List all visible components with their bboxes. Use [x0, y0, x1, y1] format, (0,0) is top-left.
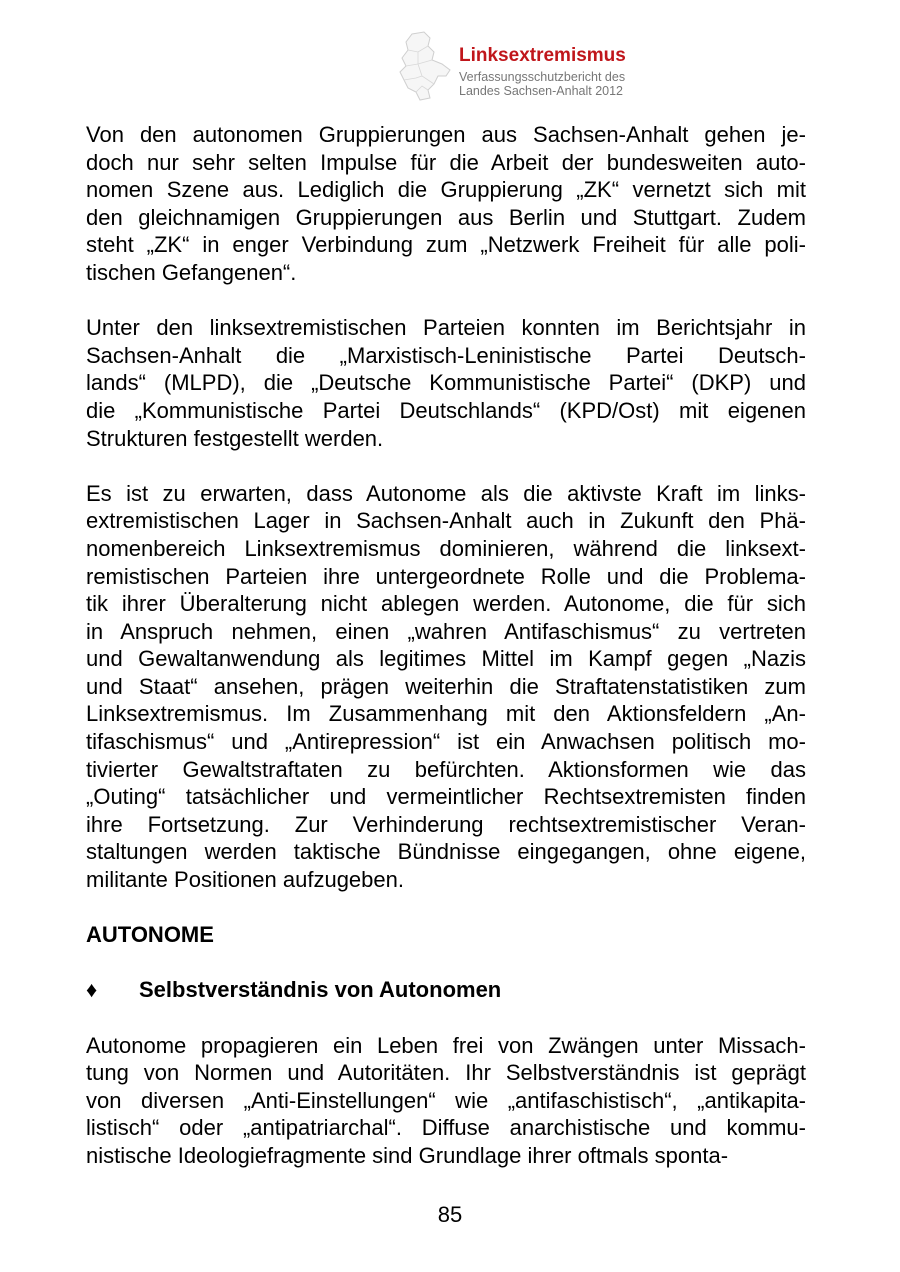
text-line: nomenbereich Linksextremismus dominieren, während die linksext- [86, 535, 806, 561]
page-number: 85 [437, 1202, 463, 1227]
text-line: tivierter Gewaltstraftaten zu befürchten. Aktionsformen wie das [86, 756, 806, 782]
text-line: und Gewaltanwendung als legitimes Mittel im Kampf gegen „Nazis [86, 646, 806, 672]
header-subtitle-line1: Verfassungsschutzbericht des [459, 70, 626, 84]
text-line: in Anspruch nehmen, einen „wahren Antifaschismus“ zu vertreten [86, 618, 806, 644]
text-line: tik ihrer Überalterung nicht ablegen werden. Autonome, die für sich [86, 591, 806, 617]
text-line: und Staat“ ansehen, prägen weiterhin die Straftatenstatistiken zum [86, 673, 806, 699]
diamond-bullet-icon: ♦ [86, 977, 98, 1003]
text-line: staltungen werden taktische Bündnisse eingegangen, ohne eigene, [86, 839, 806, 865]
text-line: ihre Fortsetzung. Zur Verhinderung rechtsextremistischer Veran- [86, 811, 806, 837]
header-title: Linksextremismus [459, 45, 626, 66]
text-line: tischen Gefangenen“. [86, 259, 297, 285]
saxony-anhalt-map-logo [398, 30, 454, 102]
text-line: lands“ (MLPD), die „Deutsche Kommunistische Partei“ (DKP) und [86, 370, 806, 396]
text-line: steht „ZK“ in enger Verbindung zum „Netzwerk Freiheit für alle poli- [86, 232, 806, 258]
text-line: Unter den linksextremistischen Parteien konnten im Berichtsjahr in [86, 315, 806, 341]
text-line: nistische Ideologiefragmente sind Grundlage ihrer oftmals sponta- [86, 1142, 729, 1168]
text-line: die „Kommunistische Partei Deutschlands“ (KPD/Ost) mit eigenen [86, 397, 806, 423]
text-line: remistischen Parteien ihre untergeordnete Rolle und die Problema- [86, 563, 806, 589]
section-heading: AUTONOME [86, 922, 214, 948]
subsection-heading [86, 976, 806, 1004]
text-line: Autonome propagieren ein Leben frei von Zwängen unter Missach- [86, 1032, 806, 1058]
text-line: Es ist zu erwarten, dass Autonome als die aktivste Kraft im links- [86, 480, 806, 506]
text-line: Von den autonomen Gruppierungen aus Sachsen-Anhalt gehen je- [86, 122, 806, 147]
text-line: „Outing“ tatsächlicher und vermeintlicher Rechtsextremisten finden [86, 784, 806, 810]
text-line: listisch“ oder „antipatriarchal“. Diffuse anarchistische und kommu- [86, 1115, 806, 1141]
paragraph [86, 314, 806, 452]
paragraph [86, 480, 806, 894]
page-header [398, 30, 668, 102]
text-line: militante Positionen aufzugeben. [86, 867, 404, 893]
text-line: doch nur sehr selten Impulse für die Arbeit der bundesweiten auto- [86, 149, 806, 175]
paragraphs-before [86, 121, 806, 894]
text-line: nomen Szene aus. Lediglich die Gruppierung „ZK“ vernetzt sich mit [86, 177, 806, 203]
text-line: tifaschismus“ und „Antirepression“ ist ein Anwachsen politisch mo- [86, 729, 806, 755]
text-line: von diversen „Anti-Einstellungen“ wie „antifaschistisch“, „antikapita- [86, 1087, 806, 1113]
header-subtitle-line2: Landes Sachsen-Anhalt 2012 [459, 84, 624, 98]
text-line: Sachsen-Anhalt die „Marxistisch-Leninistische Partei Deutsch- [86, 342, 806, 368]
subsection-title: Selbstverständnis von Autonomen [139, 977, 502, 1003]
page-body [86, 121, 806, 1197]
text-line: den gleichnamigen Gruppierungen aus Berlin und Stuttgart. Zudem [86, 204, 806, 230]
text-line: extremistischen Lager in Sachsen-Anhalt auch in Zukunft den Phä- [86, 508, 806, 534]
text-line: Strukturen festgestellt werden. [86, 425, 384, 451]
paragraph [86, 1032, 806, 1170]
paragraphs-after [86, 1032, 806, 1170]
text-line: tung von Normen und Autoritäten. Ihr Selbstverständnis ist geprägt [86, 1060, 806, 1086]
text-line: Linksextremismus. Im Zusammenhang mit den Aktionsfeldern „An- [86, 701, 806, 727]
paragraph [86, 121, 806, 287]
